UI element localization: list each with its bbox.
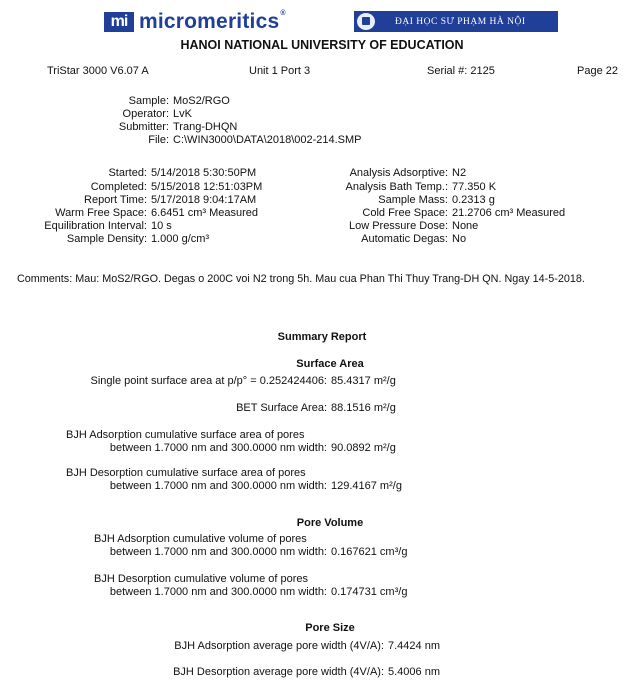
instrument-version: TriStar 3000 V6.07 A [47,65,149,77]
bjh-ads-width-label: BJH Adsorption average pore width (4V/A): [174,640,384,652]
pore-size-heading: Pore Size [305,622,355,634]
bjh-des-vol-value: 0.174731 cm³/g [331,586,408,598]
operator-label: Operator: [122,108,169,120]
bjh-ads-area-line2: between 1.7000 nm and 300.0000 nm width: [109,442,327,454]
submitter-label: Submitter: [118,121,169,133]
equilibration-interval-value: 10 s [151,220,172,232]
cold-free-space-label: Cold Free Space: [362,207,448,219]
bjh-des-width-value: 5.4006 nm [388,666,440,678]
bet-label: BET Surface Area: [236,402,327,414]
bath-temp-value: 77.350 K [452,181,497,193]
report-time-value: 5/17/2018 9:04:17AM [151,194,257,206]
operator-value: LvK [173,108,192,120]
completed-value: 5/15/2018 12:51:03PM [151,181,263,193]
bjh-des-area-line1: BJH Desorption cumulative surface area of pores [66,467,306,479]
file-value: C:\WIN3000\DATA\2018\002-214.SMP [173,134,362,146]
bjh-ads-width-value: 7.4424 nm [388,640,440,652]
bet-value: 88.1516 m²/g [331,402,396,414]
warm-free-space-label: Warm Free Space: [55,207,147,219]
hnue-logo [354,11,558,32]
report-time-label: Report Time: [84,194,147,206]
sample-mass-label: Sample Mass: [378,194,448,206]
bjh-ads-vol-line1: BJH Adsorption cumulative volume of pores [94,533,307,545]
hnue-emblem-icon [357,13,375,30]
pore-volume-heading: Pore Volume [296,517,364,529]
equilibration-interval-label: Equilibration Interval: [44,220,147,232]
micromeritics-mark: mi [104,12,134,32]
sample-density-value: 1.000 g/cm³ [151,233,210,245]
started-label: Started: [108,167,147,179]
page-number: Page 22 [577,65,618,77]
summary-title: Summary Report [277,331,367,343]
cold-free-space-value: 21.2706 cm³ Measured [452,207,566,219]
sample-density-label: Sample Density: [66,233,147,245]
bjh-des-area-value: 129.4167 m²/g [331,480,402,492]
analysis-adsorptive-label: Analysis Adsorptive: [349,167,448,179]
submitter-value: Trang-DHQN [173,121,238,133]
analysis-adsorptive-value: N2 [452,167,467,179]
micromeritics-wordmark: micromeritics [139,10,280,33]
sample-mass-value: 0.2313 g [452,194,495,206]
bjh-des-vol-line1: BJH Desorption cumulative volume of pores [94,573,308,585]
bjh-des-vol-line2: between 1.7000 nm and 300.0000 nm width: [109,586,327,598]
university-title: HANOI NATIONAL UNIVERSITY OF EDUCATION [180,38,464,52]
bjh-ads-vol-line2: between 1.7000 nm and 300.0000 nm width: [109,546,327,558]
surface-area-heading: Surface Area [296,358,364,370]
bjh-des-width-label: BJH Desorption average pore width (4V/A): [173,666,384,678]
registered-mark: ® [280,10,286,17]
started-value: 5/14/2018 5:30:50PM [151,167,257,179]
single-point-label: Single point surface area at p/p° = 0.252424406: [90,375,327,387]
serial-number: Serial #: 2125 [427,65,495,77]
sample-value: MoS2/RGO [173,95,230,107]
low-pressure-dose-value: None [452,220,479,232]
single-point-value: 85.4317 m²/g [331,375,396,387]
completed-label: Completed: [90,181,147,193]
unit-port: Unit 1 Port 3 [249,65,311,77]
hnue-logo-text: ĐẠI HỌC SƯ PHẠM HÀ NỘI [395,16,526,27]
bjh-ads-vol-value: 0.167621 cm³/g [331,546,408,558]
automatic-degas-value: No [452,233,467,245]
bjh-des-area-line2: between 1.7000 nm and 300.0000 nm width: [109,480,327,492]
sample-label: Sample: [128,95,169,107]
micromeritics-logo [104,11,286,33]
automatic-degas-label: Automatic Degas: [361,233,448,245]
bjh-ads-area-value: 90.0892 m²/g [331,442,396,454]
comments: Comments: Mau: MoS2/RGO. Degas o 200C voi N2 trong 5h. Mau cua Phan Thi Thuy Trang-DH QN. Ngay 14-5-2018. [17,273,585,285]
bath-temp-label: Analysis Bath Temp.: [345,181,448,193]
warm-free-space-value: 6.6451 cm³ Measured [151,207,258,219]
bjh-ads-area-line1: BJH Adsorption cumulative surface area of pores [66,429,305,441]
low-pressure-dose-label: Low Pressure Dose: [348,220,448,232]
file-label: File: [148,134,169,146]
